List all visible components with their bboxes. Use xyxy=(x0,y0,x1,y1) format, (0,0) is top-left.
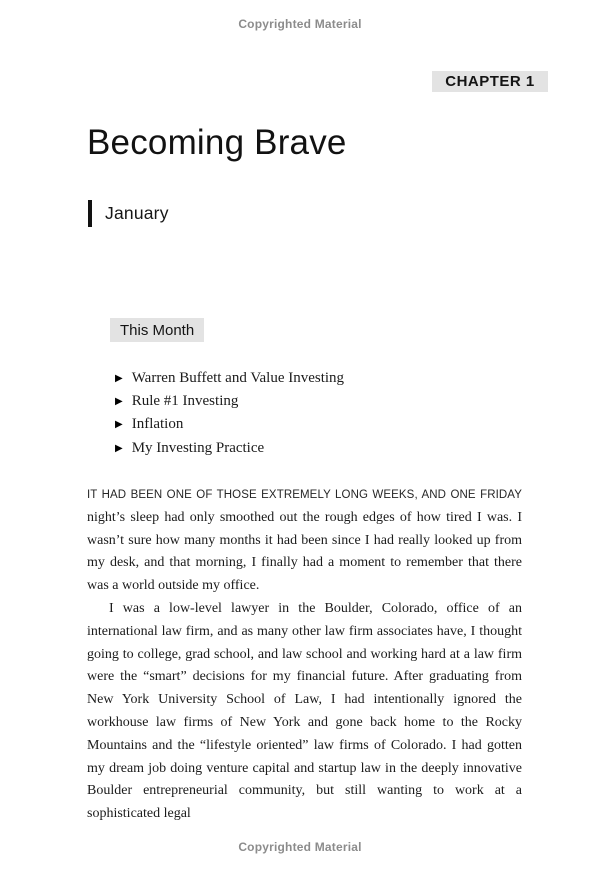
topic-label: Inflation xyxy=(131,416,184,433)
body-text xyxy=(87,484,522,826)
lead-in-caps: IT HAD BEEN ONE OF THOSE EXTREMELY LONG WEEKS, AND ONE FRIDAY xyxy=(87,489,522,501)
topic-item xyxy=(115,393,344,416)
vertical-marker-bar xyxy=(88,200,92,227)
paragraph-2: I was a low-level lawyer in the Boulder, Colorado, office of an international law firm, and as many other law firm associates have, I thought going to college, grad school, and law school and working hard at a law firm were the “smart” decisions for my financial future. After graduating from New York University School of Law, I had intentionally ignored the workhouse law firms of New York and gone back home to the Rocky Mountains and the “lifestyle oriented” law firms of Colorado. I had gotten my dream job doing venture capital and startup law in the deeply innovative Boulder entrepreneurial community, but still wanting to work at a sophisticated legal xyxy=(87,600,522,822)
month-heading xyxy=(88,199,169,227)
topic-label: My Investing Practice xyxy=(131,439,265,456)
topic-label: Warren Buffett and Value Investing xyxy=(131,370,345,386)
triangle-bullet-icon: ▶ xyxy=(115,373,123,384)
copyright-top-label: Copyrighted Material xyxy=(238,17,362,31)
triangle-bullet-icon: ▶ xyxy=(115,442,123,454)
topic-item xyxy=(115,370,344,393)
paragraph-1 xyxy=(87,484,522,598)
topics-list xyxy=(115,370,344,463)
triangle-bullet-icon: ▶ xyxy=(115,419,123,431)
triangle-bullet-icon: ▶ xyxy=(115,396,123,408)
copyright-bottom-label: Copyrighted Material xyxy=(238,840,362,854)
topic-item xyxy=(115,416,344,439)
this-month-badge: This Month xyxy=(110,318,204,342)
chapter-title: Becoming Brave xyxy=(87,123,347,162)
chapter-badge: CHAPTER 1 xyxy=(432,71,548,92)
paragraph-1-text: night’s sleep had only smoothed out the rough edges of how tired I was. I wasn’t sure how many months it had been since I had really looked up from my desk, and that morning, I finally had a moment to remember that there was a world outside my office. xyxy=(87,509,522,594)
topic-item xyxy=(115,440,344,463)
month-label: January xyxy=(105,202,169,223)
topic-label: Rule #1 Investing xyxy=(131,393,239,410)
